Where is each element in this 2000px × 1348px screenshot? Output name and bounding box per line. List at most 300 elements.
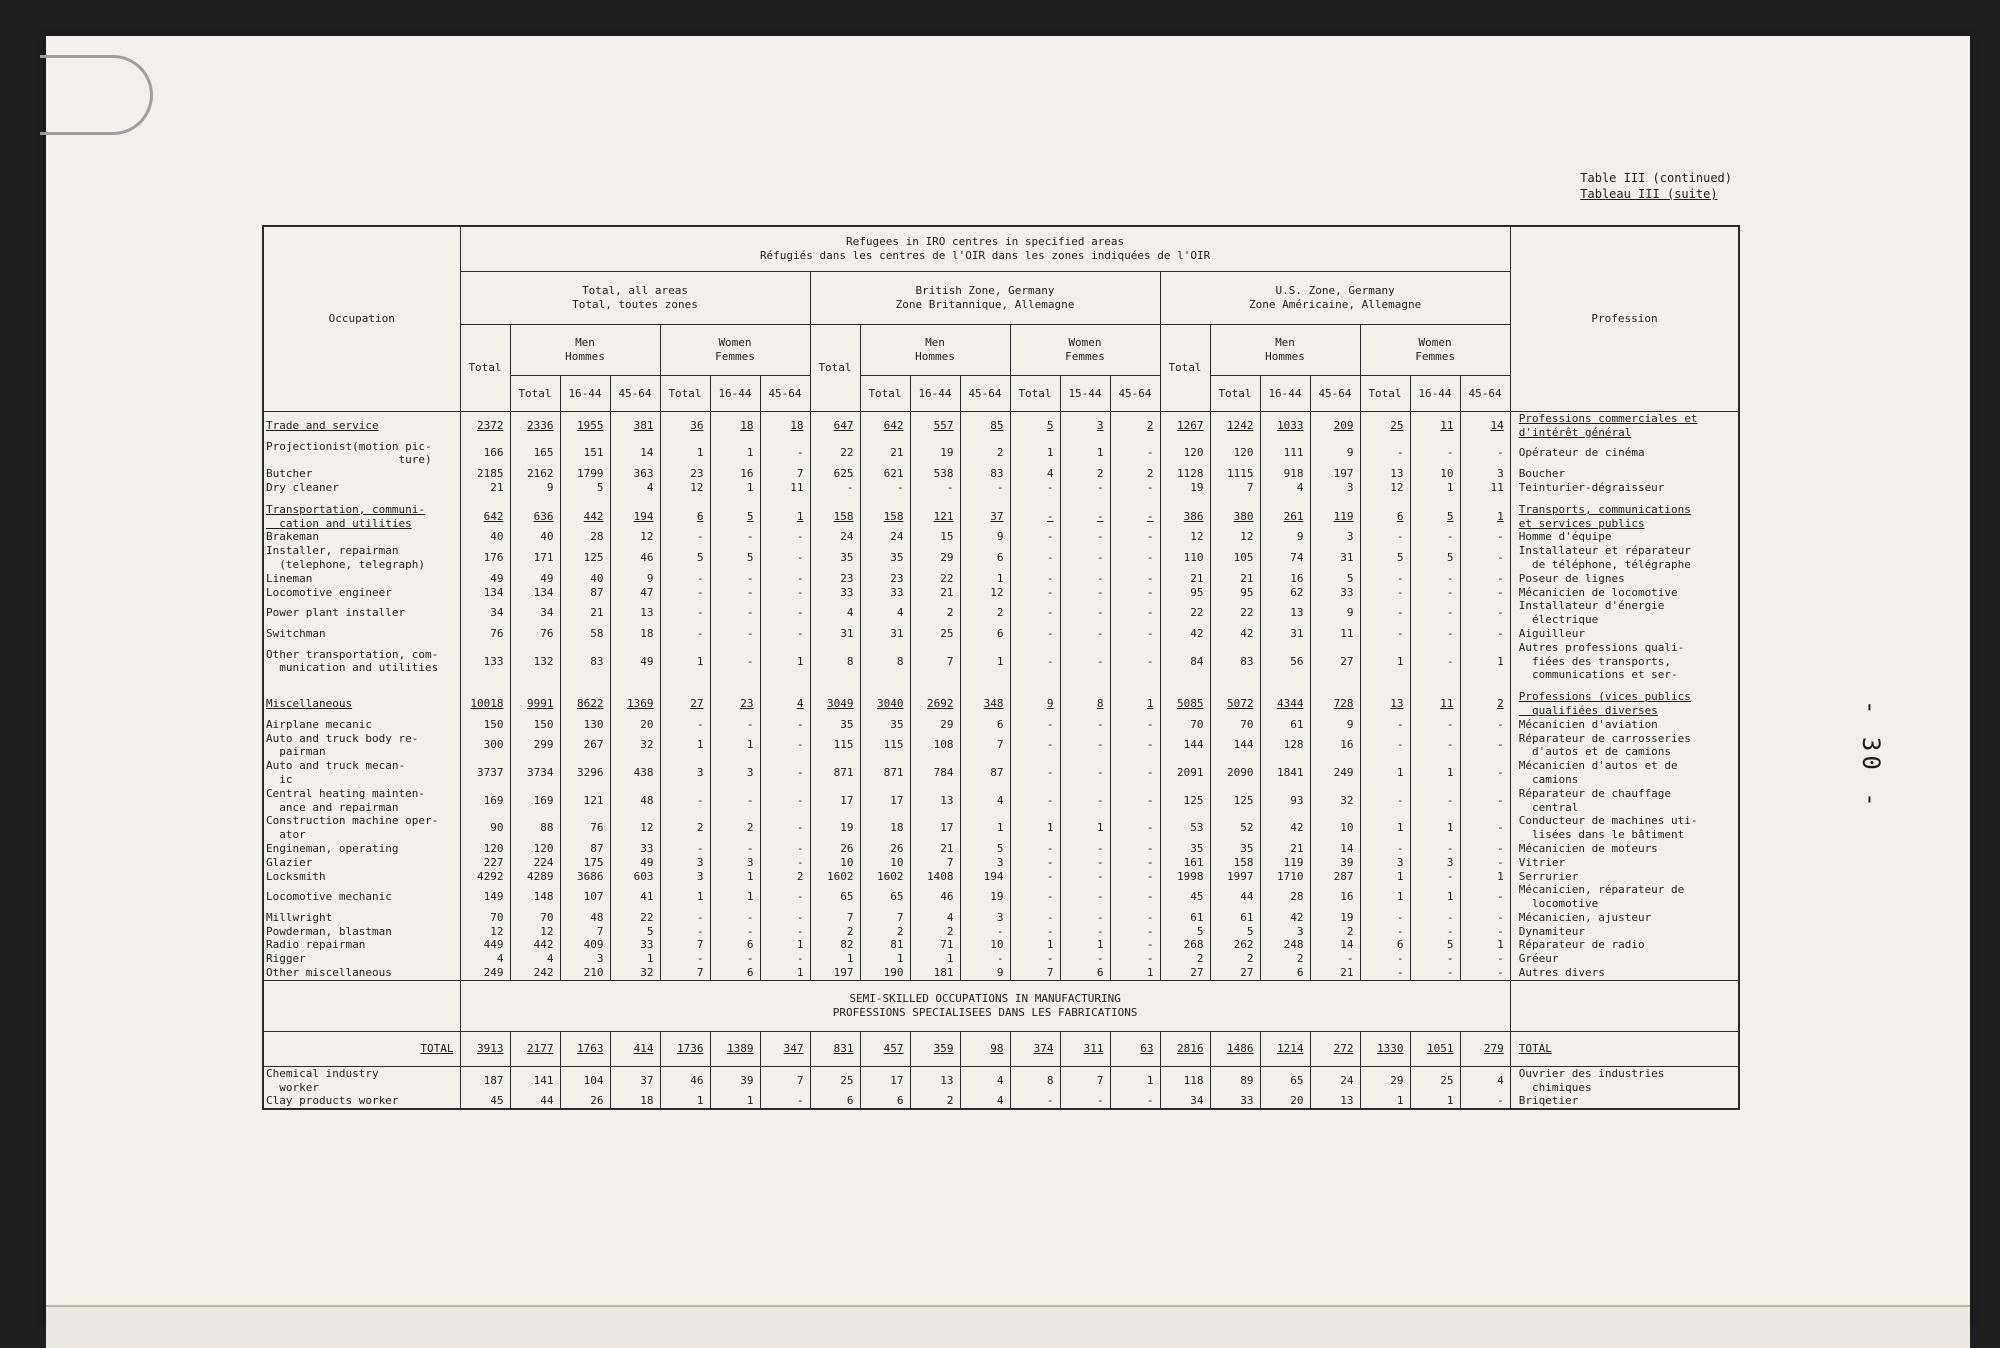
value-cell: 2 xyxy=(1110,467,1160,481)
value-cell: 348 xyxy=(960,690,1010,718)
value-cell: 1 xyxy=(1410,1094,1460,1109)
value-cell: 171 xyxy=(510,544,560,572)
value-cell: 16 xyxy=(1310,732,1360,760)
area-british-en: British Zone, Germany xyxy=(915,284,1055,298)
subcol-header: Total xyxy=(860,376,910,412)
profession-cell: Mécanicien, ajusteur xyxy=(1510,911,1739,925)
value-cell: - xyxy=(760,732,810,760)
women-header: Women xyxy=(1068,336,1102,350)
value-cell: 9 xyxy=(960,966,1010,980)
value-cell: 40 xyxy=(560,572,610,586)
value-cell: 107 xyxy=(560,883,610,911)
value-cell: - xyxy=(1410,952,1460,966)
value-cell: - xyxy=(1010,952,1060,966)
profession-cell: Transports, communications et services publics xyxy=(1510,503,1739,531)
value-cell: 4 xyxy=(510,952,560,966)
profession-cell: Opérateur de cinéma xyxy=(1510,440,1739,468)
profession-cell: Réparateur de chauffage central xyxy=(1510,787,1739,815)
value-cell: 11 xyxy=(1460,481,1510,495)
value-cell: 95 xyxy=(1210,586,1260,600)
value-cell: 89 xyxy=(1210,1066,1260,1094)
table-row xyxy=(263,544,1739,572)
table-row xyxy=(263,530,1739,544)
total-cell: 272 xyxy=(1310,1031,1360,1066)
value-cell: 4 xyxy=(1010,467,1060,481)
total-header: Total xyxy=(460,325,510,412)
value-cell: 2 xyxy=(1210,952,1260,966)
table-row xyxy=(263,814,1739,842)
hommes-header: Hommes xyxy=(1265,350,1305,363)
value-cell: 21 xyxy=(460,481,510,495)
value-cell: 728 xyxy=(1310,690,1360,718)
value-cell: 65 xyxy=(1260,1066,1310,1094)
value-cell: 6 xyxy=(960,627,1010,641)
value-cell: 1 xyxy=(660,1094,710,1109)
occupation-table xyxy=(262,225,1740,1110)
value-cell: 35 xyxy=(810,718,860,732)
value-cell: 2 xyxy=(910,599,960,627)
value-cell: - xyxy=(660,572,710,586)
value-cell: 7 xyxy=(1210,481,1260,495)
value-cell: 110 xyxy=(1160,544,1210,572)
table-row xyxy=(263,732,1739,760)
value-cell: 449 xyxy=(460,938,510,952)
value-cell: - xyxy=(1110,1094,1160,1109)
value-cell: 4 xyxy=(860,599,910,627)
value-cell: 37 xyxy=(610,1066,660,1094)
subcol-header: Total xyxy=(660,376,710,412)
value-cell: - xyxy=(1460,1094,1510,1109)
value-cell: - xyxy=(1010,870,1060,884)
value-cell: - xyxy=(1460,572,1510,586)
value-cell: 31 xyxy=(1310,544,1360,572)
table-caption xyxy=(1580,170,1732,202)
value-cell: 119 xyxy=(1310,503,1360,531)
value-cell: 363 xyxy=(610,467,660,481)
value-cell: 134 xyxy=(510,586,560,600)
value-cell: 35 xyxy=(1210,842,1260,856)
value-cell: 53 xyxy=(1160,814,1210,842)
value-cell: 150 xyxy=(510,718,560,732)
value-cell: 5 xyxy=(1160,925,1210,939)
value-cell: 3 xyxy=(1260,925,1310,939)
value-cell: 1 xyxy=(1460,503,1510,531)
value-cell: 1 xyxy=(760,966,810,980)
value-cell: 13 xyxy=(1360,467,1410,481)
value-cell: 32 xyxy=(610,732,660,760)
value-cell: 380 xyxy=(1210,503,1260,531)
occupation-cell: Power plant installer xyxy=(263,599,460,627)
value-cell: 10 xyxy=(860,856,910,870)
value-cell: - xyxy=(1460,440,1510,468)
table-row xyxy=(263,690,1739,718)
value-cell: 40 xyxy=(460,530,510,544)
value-cell: 21 xyxy=(860,440,910,468)
value-cell: 1 xyxy=(1410,814,1460,842)
value-cell: 36 xyxy=(660,412,710,440)
value-cell: - xyxy=(710,530,760,544)
value-cell: 158 xyxy=(860,503,910,531)
value-cell: - xyxy=(1460,911,1510,925)
value-cell: 287 xyxy=(1310,870,1360,884)
value-cell: 1 xyxy=(710,883,760,911)
value-cell: 23 xyxy=(660,467,710,481)
value-cell: 3737 xyxy=(460,759,510,787)
value-cell: 2 xyxy=(1160,952,1210,966)
value-cell: - xyxy=(1060,530,1110,544)
value-cell: 1 xyxy=(710,732,760,760)
value-cell: - xyxy=(1410,718,1460,732)
value-cell: 23 xyxy=(710,690,760,718)
area-british-fr: Zone Britannique, Allemagne xyxy=(895,298,1075,311)
profession-cell: Serrurier xyxy=(1510,870,1739,884)
semi-skilled-band xyxy=(263,980,1739,1031)
value-cell: - xyxy=(710,572,760,586)
value-cell: 169 xyxy=(510,787,560,815)
value-cell: 13 xyxy=(610,599,660,627)
value-cell: 169 xyxy=(460,787,510,815)
value-cell: 386 xyxy=(1160,503,1210,531)
value-cell: - xyxy=(1410,732,1460,760)
value-cell: 11 xyxy=(1310,627,1360,641)
value-cell: 61 xyxy=(1260,718,1310,732)
value-cell: 1 xyxy=(1460,938,1510,952)
occupation-cell: Other miscellaneous xyxy=(263,966,460,980)
area-all-en: Total, all areas xyxy=(582,284,688,298)
value-cell: 88 xyxy=(510,814,560,842)
value-cell: 83 xyxy=(960,467,1010,481)
value-cell: 1 xyxy=(910,952,960,966)
value-cell: 5 xyxy=(660,544,710,572)
value-cell: 10 xyxy=(1410,467,1460,481)
value-cell: 1 xyxy=(760,503,810,531)
occupation-cell: Transportation, communi- cation and utilities xyxy=(263,503,460,531)
table-row xyxy=(263,952,1739,966)
value-cell: - xyxy=(1410,911,1460,925)
table-row xyxy=(263,599,1739,627)
value-cell: 8 xyxy=(810,641,860,682)
profession-cell: Réparateur de radio xyxy=(1510,938,1739,952)
value-cell: - xyxy=(1360,842,1410,856)
table-row xyxy=(263,586,1739,600)
value-cell: - xyxy=(660,627,710,641)
value-cell: - xyxy=(760,814,810,842)
value-cell: 35 xyxy=(810,544,860,572)
value-cell: 1115 xyxy=(1210,467,1260,481)
value-cell: - xyxy=(1460,925,1510,939)
value-cell: 22 xyxy=(610,911,660,925)
value-cell: - xyxy=(1110,732,1160,760)
value-cell: 13 xyxy=(910,1066,960,1094)
subcol-header: 16-44 xyxy=(560,376,610,412)
value-cell: 104 xyxy=(560,1066,610,1094)
value-cell: 224 xyxy=(510,856,560,870)
value-cell: 25 xyxy=(1360,412,1410,440)
profession-cell: Autres divers xyxy=(1510,966,1739,980)
total-cell: 347 xyxy=(760,1031,810,1066)
value-cell: 4292 xyxy=(460,870,510,884)
value-cell: 33 xyxy=(810,586,860,600)
table-row xyxy=(263,1094,1739,1109)
profession-cell: Poseur de lignes xyxy=(1510,572,1739,586)
value-cell: 784 xyxy=(910,759,960,787)
value-cell: - xyxy=(1310,952,1360,966)
profession-cell: Réparateur de carrosseries d'autos et de camions xyxy=(1510,732,1739,760)
value-cell: 3049 xyxy=(810,690,860,718)
value-cell: 3 xyxy=(1060,412,1110,440)
value-cell: 26 xyxy=(860,842,910,856)
value-cell: 12 xyxy=(1160,530,1210,544)
value-cell: 125 xyxy=(1210,787,1260,815)
total-cell: 1330 xyxy=(1360,1031,1410,1066)
value-cell: - xyxy=(1360,732,1410,760)
profession-cell: Installateur et réparateur de téléphone, télégraphe xyxy=(1510,544,1739,572)
value-cell: - xyxy=(1460,530,1510,544)
value-cell: 1 xyxy=(660,440,710,468)
value-cell: - xyxy=(1410,572,1460,586)
value-cell: - xyxy=(660,925,710,939)
value-cell: 2 xyxy=(1060,467,1110,481)
value-cell: - xyxy=(1360,572,1410,586)
value-cell: 144 xyxy=(1160,732,1210,760)
value-cell: 61 xyxy=(1210,911,1260,925)
table-row xyxy=(263,938,1739,952)
value-cell: 19 xyxy=(1160,481,1210,495)
value-cell: 33 xyxy=(1210,1094,1260,1109)
value-cell: - xyxy=(1060,856,1110,870)
profession-cell: Boucher xyxy=(1510,467,1739,481)
occupation-header: Occupation xyxy=(263,226,460,412)
occupation-cell: Projectionist(motion pic- ture) xyxy=(263,440,460,468)
total-cell: 1214 xyxy=(1260,1031,1310,1066)
value-cell: 9 xyxy=(1310,599,1360,627)
value-cell: 3 xyxy=(1410,856,1460,870)
value-cell: - xyxy=(1060,627,1110,641)
value-cell: - xyxy=(1060,787,1110,815)
profession-cell: Aiguilleur xyxy=(1510,627,1739,641)
value-cell: 621 xyxy=(860,467,910,481)
value-cell: 22 xyxy=(1160,599,1210,627)
occupation-cell: Locomotive engineer xyxy=(263,586,460,600)
value-cell: 19 xyxy=(960,883,1010,911)
value-cell: 29 xyxy=(910,544,960,572)
value-cell: 27 xyxy=(660,690,710,718)
total-header: Total xyxy=(810,325,860,412)
value-cell: 190 xyxy=(860,966,910,980)
value-cell: 1 xyxy=(1110,1066,1160,1094)
value-cell: 105 xyxy=(1210,544,1260,572)
value-cell: 161 xyxy=(1160,856,1210,870)
value-cell: 2090 xyxy=(1210,759,1260,787)
value-cell: 49 xyxy=(610,641,660,682)
value-cell: 46 xyxy=(910,883,960,911)
value-cell: 871 xyxy=(810,759,860,787)
value-cell: 300 xyxy=(460,732,510,760)
total-cell: 98 xyxy=(960,1031,1010,1066)
table-row xyxy=(263,1066,1739,1094)
total-cell: 457 xyxy=(860,1031,910,1066)
value-cell: 7 xyxy=(810,911,860,925)
value-cell: 115 xyxy=(810,732,860,760)
value-cell: 2692 xyxy=(910,690,960,718)
value-cell: 31 xyxy=(860,627,910,641)
occupation-cell: Construction machine oper- ator xyxy=(263,814,460,842)
value-cell: 1710 xyxy=(1260,870,1310,884)
value-cell: - xyxy=(1010,787,1060,815)
value-cell: 49 xyxy=(610,856,660,870)
occupation-cell: Glazier xyxy=(263,856,460,870)
value-cell: - xyxy=(1010,842,1060,856)
total-label: TOTAL xyxy=(263,1031,460,1066)
value-cell: 1 xyxy=(1010,938,1060,952)
value-cell: - xyxy=(1460,883,1510,911)
value-cell: 44 xyxy=(1210,883,1260,911)
value-cell: 2 xyxy=(660,814,710,842)
total-cell: 1389 xyxy=(710,1031,760,1066)
value-cell: 47 xyxy=(610,586,660,600)
value-cell: 18 xyxy=(860,814,910,842)
value-cell: 438 xyxy=(610,759,660,787)
table-row xyxy=(263,883,1739,911)
value-cell: 409 xyxy=(560,938,610,952)
value-cell: 4 xyxy=(960,1094,1010,1109)
value-cell: 12 xyxy=(610,814,660,842)
profession-cell: Professions commerciales et d'intérêt général xyxy=(1510,412,1739,440)
occupation-cell: Butcher xyxy=(263,467,460,481)
value-cell: 28 xyxy=(560,530,610,544)
value-cell: - xyxy=(1360,911,1410,925)
value-cell: - xyxy=(1360,787,1410,815)
value-cell: 132 xyxy=(510,641,560,682)
value-cell: 268 xyxy=(1160,938,1210,952)
value-cell: - xyxy=(1410,842,1460,856)
value-cell: 158 xyxy=(810,503,860,531)
value-cell: 4 xyxy=(810,599,860,627)
value-cell: 1 xyxy=(760,938,810,952)
value-cell: 87 xyxy=(560,586,610,600)
value-cell: 95 xyxy=(1160,586,1210,600)
value-cell: - xyxy=(1360,718,1410,732)
value-cell: - xyxy=(810,481,860,495)
value-cell: 9 xyxy=(960,530,1010,544)
value-cell: 1 xyxy=(710,440,760,468)
value-cell: 17 xyxy=(910,814,960,842)
value-cell: 24 xyxy=(810,530,860,544)
value-cell: 636 xyxy=(510,503,560,531)
value-cell: 120 xyxy=(1160,440,1210,468)
occupation-cell: Powderman, blastman xyxy=(263,925,460,939)
value-cell: - xyxy=(1110,627,1160,641)
profession-cell: Professions (vices publics qualifiées diverses xyxy=(1510,690,1739,718)
area-us-fr: Zone Américaine, Allemagne xyxy=(1249,298,1422,311)
value-cell: 70 xyxy=(510,911,560,925)
value-cell: 33 xyxy=(1310,586,1360,600)
value-cell: - xyxy=(1110,572,1160,586)
value-cell: - xyxy=(660,718,710,732)
value-cell: 4289 xyxy=(510,870,560,884)
value-cell: 90 xyxy=(460,814,510,842)
table-row xyxy=(263,481,1739,495)
value-cell: - xyxy=(1410,599,1460,627)
value-cell: 5 xyxy=(1410,503,1460,531)
value-cell: 6 xyxy=(1060,966,1110,980)
value-cell: 35 xyxy=(1160,842,1210,856)
value-cell: 28 xyxy=(1260,883,1310,911)
value-cell: 133 xyxy=(460,641,510,682)
value-cell: 12 xyxy=(510,925,560,939)
value-cell: 7 xyxy=(560,925,610,939)
subcol-header: 16-44 xyxy=(710,376,760,412)
value-cell: 8622 xyxy=(560,690,610,718)
value-cell: 2 xyxy=(1310,925,1360,939)
value-cell: 13 xyxy=(1360,690,1410,718)
value-cell: 17 xyxy=(860,787,910,815)
value-cell: 26 xyxy=(810,842,860,856)
value-cell: 39 xyxy=(1310,856,1360,870)
value-cell: - xyxy=(1060,842,1110,856)
value-cell: 17 xyxy=(860,1066,910,1094)
value-cell: 125 xyxy=(1160,787,1210,815)
total-cell: 2816 xyxy=(1160,1031,1210,1066)
value-cell: 1 xyxy=(1410,481,1460,495)
value-cell: - xyxy=(760,883,810,911)
value-cell: 625 xyxy=(810,467,860,481)
value-cell: - xyxy=(1410,530,1460,544)
value-cell: 3734 xyxy=(510,759,560,787)
value-cell: 25 xyxy=(1410,1066,1460,1094)
profession-cell: Mécanicien d'autos et de camions xyxy=(1510,759,1739,787)
total-cell: 63 xyxy=(1110,1031,1160,1066)
value-cell: 13 xyxy=(1260,599,1310,627)
value-cell: 5085 xyxy=(1160,690,1210,718)
value-cell: - xyxy=(1060,544,1110,572)
table-row xyxy=(263,440,1739,468)
value-cell: 1 xyxy=(1060,440,1110,468)
value-cell: - xyxy=(660,952,710,966)
value-cell: 82 xyxy=(810,938,860,952)
value-cell: 45 xyxy=(1160,883,1210,911)
value-cell: 1 xyxy=(860,952,910,966)
value-cell: 120 xyxy=(1210,440,1260,468)
value-cell: - xyxy=(1060,503,1110,531)
total-cell: 374 xyxy=(1010,1031,1060,1066)
value-cell: 21 xyxy=(910,586,960,600)
value-cell: 39 xyxy=(710,1066,760,1094)
value-cell: 2162 xyxy=(510,467,560,481)
value-cell: 149 xyxy=(460,883,510,911)
semi-skilled-title-fr: PROFESSIONS SPECIALISEES DANS LES FABRICATIONS xyxy=(832,1005,1138,1019)
value-cell: 6 xyxy=(1360,938,1410,952)
value-cell: - xyxy=(760,952,810,966)
value-cell: 21 xyxy=(1310,966,1360,980)
value-cell: 557 xyxy=(910,412,960,440)
women-header: Women xyxy=(718,336,752,350)
value-cell: 12 xyxy=(960,586,1010,600)
value-cell: - xyxy=(760,759,810,787)
table-row xyxy=(263,718,1739,732)
value-cell: 1 xyxy=(1410,883,1460,911)
value-cell: 35 xyxy=(860,544,910,572)
value-cell: 10 xyxy=(810,856,860,870)
profession-cell: Ouvrier des industries chimiques xyxy=(1510,1066,1739,1094)
value-cell: 261 xyxy=(1260,503,1310,531)
value-cell: 3 xyxy=(660,870,710,884)
value-cell: 3 xyxy=(1310,530,1360,544)
value-cell: 46 xyxy=(660,1066,710,1094)
value-cell: 87 xyxy=(960,759,1010,787)
value-cell: 118 xyxy=(1160,1066,1210,1094)
value-cell: 19 xyxy=(910,440,960,468)
